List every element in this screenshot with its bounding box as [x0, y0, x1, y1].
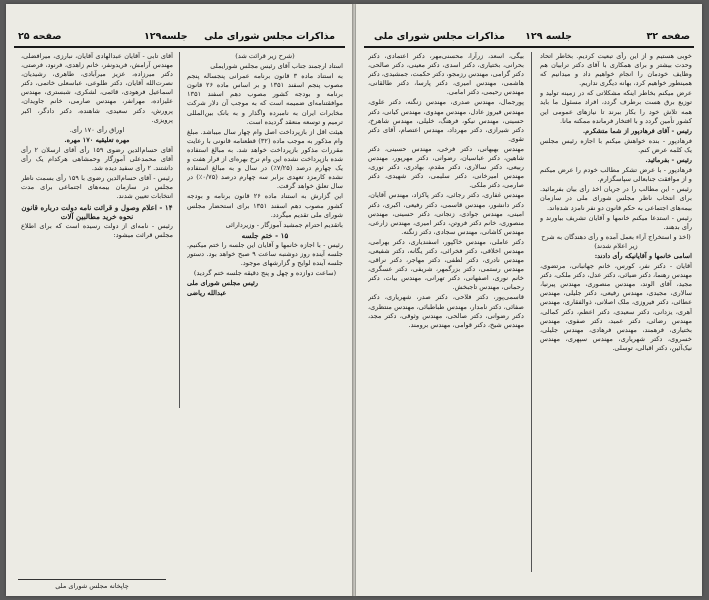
left-page: [6, 4, 353, 596]
paragraph: بیگی، اسعد، زرآرا، محسنی‌مهر، دکتر اعتمادی، دکتر بحرانی، بختیاری، دکتر اسدی، دکتر معینی، دکتر صالحی، دکتر گرامی، مهندس رزمجو، دکتر حکمت، جمشیدی، دکتر هاشمی، مهندس امیری، دکتر پارسا، دکتر طالقانی، مهندس رحیمی، دکتر امامی.: [368, 52, 524, 97]
paragraph: فرهادپور - بنده خواهش میکنم با اجازه رئیس مجلس یک کلمه عرض کنم.: [540, 136, 692, 154]
signature-name: عبدالله ریاضی: [187, 289, 227, 298]
paragraph: (ساعت دوازده و چهل و پنج دقیقه جلسه ختم گردید): [193, 269, 337, 278]
paragraph: به استناد ماده ۳ قانون برنامه عمرانی پنجساله پنجم مصوب پنجم اسفند ۱۳۵۱ و بر اساس ماده ۲۶ قانون برنامه و بودجه کشور مصوب دهم اسفند ۱۳۵۱ موافقتنامه‌ای ضمیمه است که به موجب آن دلار شرکت مخابرات ایران به نامبرده واگذار و به بانک بین‌المللی ترمیم و توسعه منعقد گردیده است.: [187, 72, 343, 126]
paragraph: اوراق رأی ۱۷۰ رأی.: [69, 125, 125, 134]
paragraph: این گزارش به استناد ماده ۲۶ قانون برنامه و بودجه کشور مصوب دهم اسفند ۱۳۵۱ برای استحضار مجلس شورای ملی تقدیم میگردد.: [187, 192, 343, 219]
paragraph: باتقدیم احترام جمشید آموزگار - وزیردارائی: [225, 220, 343, 229]
paragraph: رئیس - استدعا میکنم خانمها و آقایان تشریف بیاورند و رأی بدهند.: [540, 213, 692, 231]
section-title: ۱۴ - اعلام وصول و قرائت نامه دولت درباره قانون نحوه خرید مطالبین آلات: [21, 202, 173, 221]
page-number: صفحه ۳۲: [646, 31, 690, 42]
text-column-left: [368, 52, 524, 572]
paragraph: مهندس بهبهانی، دکتر فرخی، مهندس حسینی، دکتر شاهین، دکتر عباسیان، رضوانی، دکتر مهرپور، مهندس ربیعی، دکتر سالاری، دکتر مقدم، بهادری، دکتر نوری، مهندس امیرخانی، دکتر سلیمی، دکتر شهیدی، دکتر صارمی، دکتر ملکی.: [368, 144, 524, 190]
paragraph: فرهادپور - با عرض تشکر مطالب خودم را عرض میکنم و از موافقت جنابعالی سپاسگزارم.: [540, 166, 692, 184]
paragraph: رئیس - آقای حسام‌الدین رضوی با ۱۵۹ رأی بسمت ناظر مجلس در سازمان بیمه‌های اجتماعی برای مدت انتخابات تعیین شدند.: [21, 174, 173, 201]
paragraph: دکتر عاملی، مهندس خاکپور، اسفندیاری، دکتر بهرامی، مهندس اخلاقی، دکتر فخرائی، دکتر یگانه، دکتر شفیعی، مهندس نادری، دکتر لطفی، دکتر مهاجر، دکتر نراقی، مهندس رستمی، دکتر بزرگمهر، شریفی، دکتر عسگری، خانم نوری، اصفهانی، دکتر تهرانی، مهندس بیات، دکتر رحمانی، مهندس تاجبخش.: [368, 237, 524, 292]
paragraph: رئیس - نامه‌ای از دولت رسیده است که برای اطلاع مجلس قرائت میشود:: [21, 221, 173, 239]
paragraph: (شرح زیر قرائت شد): [235, 52, 295, 60]
journal-title: مذاکرات مجلس شورای ملی: [374, 31, 505, 42]
paragraph: آقایان - دکتر نفر، کورس، خانم جهانبانی، مرتضوی، مهندس رهنما، دکتر ضیائی، دکتر عدل، دکتر ملکی، دکتر مجید، آقای الوند، مهندس منصوری، مهندس پیرنیا، سالاری، مجیدی، مهندس رفیعی، دکتر جلیلی، مهندس عطائی، دکتر فیروزی، ملک اصلانی، ذوالفقاری، مهندس آهری، یزدانی، دکتر سعیدی، دکتر اعظم، دکتر کمالی، مهندس رضائی، دکتر عمید، دکتر صفوی، مهندس بختیاری، فرهمند، مهندس فرهادی، مهندس جلیلی، خسروی، دکتر شهریاری، مهندس سپهری، مهندس نیک‌آئین، دکتر اقبالی، توسلی.: [540, 262, 692, 352]
paragraph: رئیس - با اجازه خانمها و آقایان این جلسه را ختم میکنیم. جلسه آینده روز دوشنبه ساعت ۹ صبح خواهد بود. دستور جلسه آینده لوایح و گزارشهای موجود.: [187, 240, 343, 268]
page-number: صفحه ۲۵: [18, 31, 62, 42]
text-column-right: [187, 52, 343, 408]
column-divider: [531, 52, 532, 572]
text-column-left: [21, 52, 173, 408]
text-column-right: [540, 52, 692, 572]
paragraph: اسامی خانمها و آقایانیکه رأی دادند:: [594, 251, 692, 260]
right-page: [356, 4, 702, 596]
column-divider: [179, 52, 180, 408]
journal-title: مذاکرات مجلس شورای ملی: [204, 31, 335, 42]
paragraph: عرض میکنم بخاطر اینکه مشکلاتی که در زمینه تولید و توزیع برق هست برطرف گردد، افراد مسئول ما باید همه تلاش خود را بکار ببرند تا نیازهای عمومی این کشور تأمین گردد و با افتخار فرمانده ممکنه مانا.: [540, 89, 692, 125]
signature-role: رئیس مجلس شورای ملی: [187, 279, 258, 288]
paragraph: استاد ارجمند جناب آقای رئیس مجلس شورایملی: [210, 62, 343, 71]
paragraph: آقای حسام‌الدین رضوی ۱۵۹ رأی آقای ارسلان ۲ رأی آقای محمدعلی آموزگار وحمشاهی هرکدام یک رأی داشتند. ۲ رأی سفید دیده شد.: [21, 145, 173, 173]
paragraph: رئیس - آقای فرهادپور از شما متشکرم.: [582, 126, 692, 135]
paragraph: قاسمی‌پور، دکتر فلاحی، دکتر صدر، شهریاری، دکتر صفائی، دکتر نامدار، مهندس طباطبائی، مهندس منتظری، دکتر رضوانی، دکتر صالحی، مهندس وثوقی، دکتر مجد، مهندس شیخ، دکتر قوامی، مهندس برومند.: [368, 293, 524, 329]
printer-note: چاپخانه مجلس شورای ملی: [55, 582, 129, 590]
footer-rule: [18, 579, 166, 580]
section-title: ۱۵ - ختم جلسه: [241, 230, 289, 240]
paragraph: مهره تعلیقیه ۱۷۰ مهره.: [64, 135, 130, 144]
session-number: جلسه۱۲۹: [144, 31, 188, 42]
session-number: جلسه ۱۲۹: [525, 31, 572, 42]
paragraph: (اخذ و استخراج آراء بعمل آمده و رأی دهندگان به شرح زیر اعلام شدند): [541, 232, 691, 250]
page-header: [14, 20, 345, 48]
paragraph: مهندس غفاری، دکتر رجائی، دکتر پاکزاد، مهندس آقایان، دکتر دانشور، مهندس قاسمی، دکتر رفیعی، اکبری، دکتر امینی، مهندس جوادی، زنجانی، دکتر حسینی، مهندس منصوری، خانم دکتر فروتن، دکتر امیری، مهندس زارعی، مهندس کاشانی، مهندس سجادی، دکتر زنگنه.: [368, 191, 524, 236]
paragraph: هیئت اقل از بازپرداخت اصل وام چهار سال میباشد. مبلغ وام مذکور به موجب ماده (۳۲) قطعنامه قانونی با رعایت مقررات مذکور بازپرداخت خواهد شد. به مبالغ استفاده شده بازپرداخت نشده این وام نرخ بهره‌ای از قرار هفت و یک چهارم درصد (۷/۲۵٪) در سال و به مبالغ استفاده نشده کارمزد تعهدی برابر سه چهارم درصد (۰/۷۵٪) در سال تعلق خواهد گرفت.: [187, 127, 343, 191]
paragraph: رئیس - بفرمائید.: [645, 156, 692, 165]
paragraph: خوبی هستیم و از این رأی تبعیت کردیم. بخاطر اتحاد وحدت بیشتر و برای همکاری با آقای دکتر ترابیان هم وظایف خودمان را انجام خواهیم داد و میدانیم که همینطور خواهیم کرد، بهانه دیگری نداریم.: [540, 52, 692, 88]
paragraph: آقای تابی - آقایان عبدالهادی آقایان، نبارزی، میرافضلی، مهندس آرامش، فریدونفر، خانم زاهدی، فرنود، فرصتی، دکتر میرزاده، عزیز میرآبادی، طاهری، رشیدیان، نصرت‌الله آقایان، دکتر طلوعی، عباسعلی خاتمی، دکتر اسماعیل فرهودی، قائمی، لشکری، شبستری، مهندس علیزاده، مهرانفر، مهندس صارمی، خانم جاویدان، پرورش، دکتر سعیدی، شاهنده، دکتر دادگر، اکبر پرویزی.: [21, 52, 173, 124]
paragraph: پورجمال، مهندس صدری، مهندس زنگنه، دکتر علوی، مهندس فیروز عادل، مهندس مهدوی، مهندس کیانی، دکتر حسینی، مهندس نیکو، فرهنگ، خلیلی، مهندس شاهرخ، دکتر شیرازی، دکتر مهرداد، مهندس اعتصام، آقای دکتر تقوی.: [368, 98, 524, 143]
paragraph: رئیس - این مطالب را در جریان اخذ رأی بیان بفرمائید. برای انتخاب ناظر مجلس شورای ملی در سازمان بیمه‌های اجتماعی به حکم قانون دو نفر نامزد شده‌اند.: [540, 185, 692, 212]
page-header: [364, 20, 694, 48]
